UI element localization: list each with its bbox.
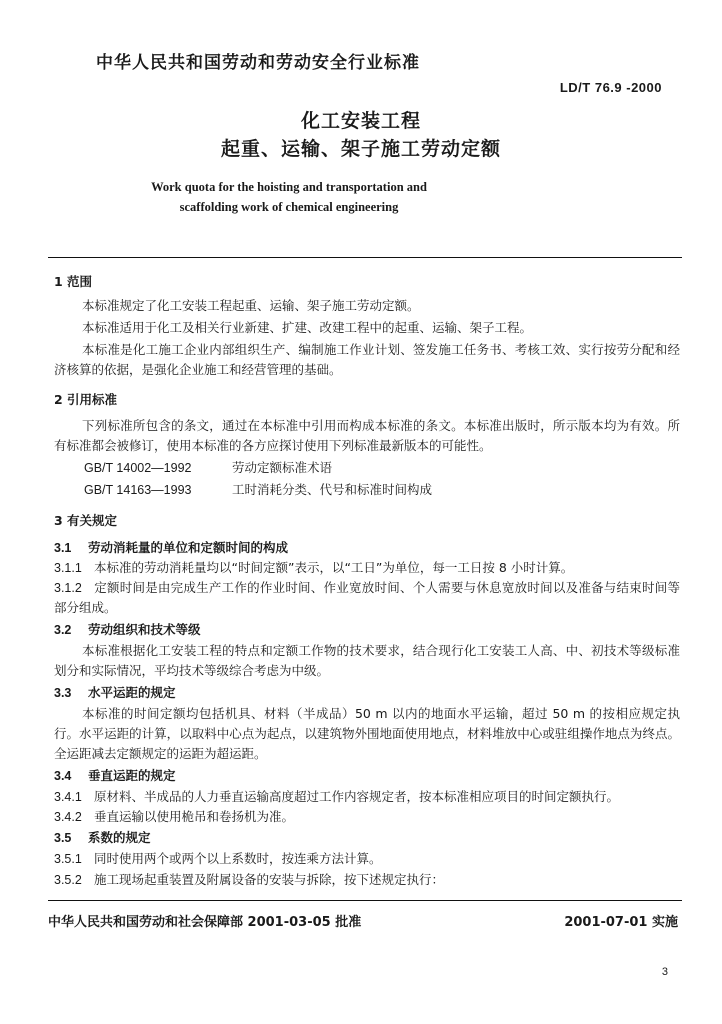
reference-code: GB/T 14002—1992 (84, 461, 192, 475)
section-1-para-2: 本标准适用于化工及相关行业新建、扩建、改建工程中的起重、运输、架子工程。 (82, 320, 533, 335)
clause-text: 同时使用两个或两个以上系数时，按连乘方法计算。 (94, 851, 382, 866)
clause-title: 系数的规定 (88, 830, 151, 845)
clause-number: 3.5.2 (54, 873, 82, 887)
clause-text: 垂直运输以使用桅吊和卷扬机为准。 (94, 809, 295, 824)
clause-text: 定额时间是由完成生产工作的作业时间、作业宽放时间、个人需要与休息宽放时间以及准备与结束时间等部分组成。 (54, 580, 680, 615)
reference-item (84, 458, 332, 478)
reference-title: 工时消耗分类、代号和标准时间构成 (232, 482, 433, 497)
page-number: 3 (661, 966, 668, 978)
clause-title: 水平运距的规定 (88, 685, 176, 700)
clause-3-5-1 (54, 849, 382, 869)
footer-divider (48, 900, 682, 901)
clause-number: 3.4.2 (54, 810, 82, 824)
clause-text: 原材料、半成品的人力垂直运输高度超过工作内容规定者，按本标准相应项目的时间定额执行。 (94, 789, 620, 804)
clause-3-4 (54, 766, 176, 786)
approval-statement: 中华人民共和国劳动和社会保障部 2001-03-05 批准 (48, 915, 362, 930)
clause-number: 3.4.1 (54, 790, 82, 804)
english-title-line-2: scaffolding work of chemical engineering (179, 200, 399, 214)
standard-code: LD/T 76.9 -2000 (559, 80, 662, 95)
clause-number: 3.4 (54, 769, 72, 783)
section-1-para-3: 本标准是化工施工企业内部组织生产、编制施工作业计划、签发施工任务书、考核工效、实行按劳分配和经济核算的依据，是强化企业施工和经营管理的基础。 (54, 342, 680, 377)
clause-title: 垂直运距的规定 (88, 768, 176, 783)
clause-text: 本标准的劳动消耗量均以“时间定额”表示，以“工日”为单位，每一工日按 8 小时计算。 (94, 560, 574, 575)
section-1-heading: 1 范围 (54, 274, 93, 289)
clause-3-1-2 (54, 578, 680, 618)
clause-number: 3.2 (54, 623, 72, 637)
clause-3-4-2 (54, 807, 294, 827)
clause-number: 3.1 (54, 541, 72, 555)
title-line-1: 化工安装工程 (300, 110, 421, 132)
clause-number: 3.5 (54, 831, 72, 845)
clause-3-4-1 (54, 787, 619, 807)
section-1-para-1: 本标准规定了化工安装工程起重、运输、架子施工劳动定额。 (82, 298, 420, 313)
clause-3-1 (54, 538, 288, 558)
section-3-heading: 3 有关规定 (54, 513, 118, 528)
clause-title: 劳动组织和技术等级 (88, 622, 201, 637)
clause-3-1-1 (54, 558, 573, 578)
effective-date: 2001-07-01 实施 (564, 915, 678, 930)
section-2-heading: 2 引用标准 (54, 392, 118, 407)
clause-3-3 (54, 683, 176, 703)
reference-code: GB/T 14163—1993 (84, 483, 192, 497)
clause-3-2 (54, 620, 201, 640)
header-divider (48, 257, 682, 258)
section-2-para-1: 下列标准所包含的条文，通过在本标准中引用而构成本标准的条文。本标准出版时，所示版本均为有效。所有标准都会被修订，使用本标准的各方应探讨使用下列标准最新版本的可能性。 (54, 418, 680, 453)
clause-3-5 (54, 828, 151, 848)
reference-title: 劳动定额标准术语 (232, 460, 333, 475)
clause-number: 3.1.2 (54, 581, 82, 595)
clause-title: 劳动消耗量的单位和定额时间的构成 (88, 540, 289, 555)
issuing-authority-header: 中华人民共和国劳动和劳动安全行业标准 (96, 53, 420, 73)
reference-item (84, 480, 432, 500)
clause-3-3-para: 本标准的时间定额均包括机具、材料（半成品）50 m 以内的地面水平运输，超过 50 m 的按相应规定执行。水平运距的计算，以取料中心点为起点，以建筑物外围地面使用地点，材料堆放中心或驻组操作地点为终点。全运距减去定额规定的运距为超运距。 (54, 706, 680, 761)
clause-3-5-2 (54, 870, 444, 890)
clause-number: 3.1.1 (54, 561, 82, 575)
clause-number: 3.5.1 (54, 852, 82, 866)
clause-text: 施工现场起重装置及附属设备的安装与拆除，按下述规定执行： (94, 872, 445, 887)
english-title-line-1: Work quota for the hoisting and transportation and (151, 180, 427, 194)
clause-3-2-para: 本标准根据化工安装工程的特点和定额工作物的技术要求，结合现行化工安装工人高、中、初技术等级标准划分和实际情况，平均技术等级综合考虑为中级。 (54, 643, 680, 678)
title-line-2: 起重、运输、架子施工劳动定额 (220, 138, 501, 160)
clause-number: 3.3 (54, 686, 72, 700)
